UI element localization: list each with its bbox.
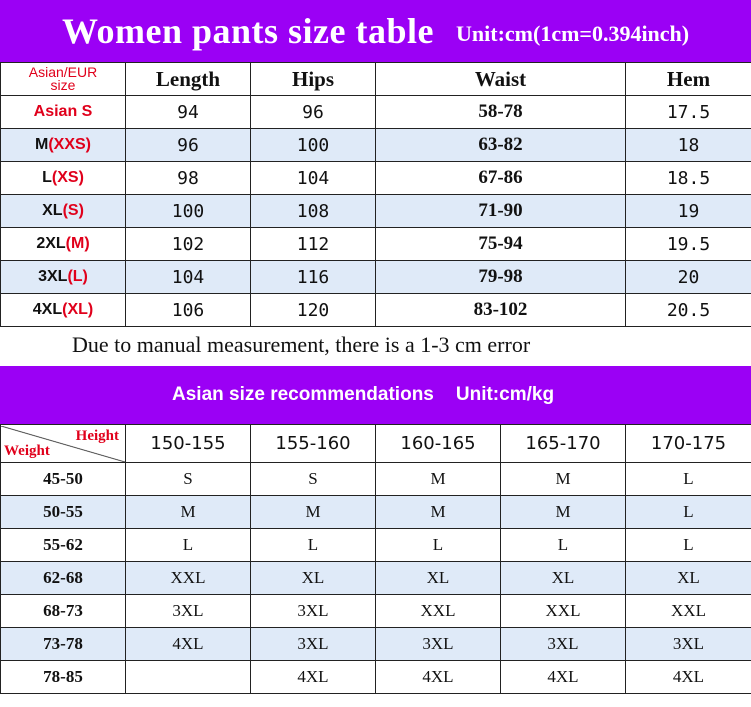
- diagonal-corner: [1, 426, 125, 462]
- size-cell: [1, 96, 126, 129]
- size-value: XXL: [626, 595, 751, 628]
- length-cell: 104: [126, 261, 251, 294]
- table-row: [1, 562, 751, 595]
- waist-cell: 58-78: [376, 96, 626, 129]
- size-value: M: [376, 463, 501, 496]
- weight-cell: 55-62: [1, 529, 126, 562]
- weight-cell: 68-73: [1, 595, 126, 628]
- asian-size: L: [42, 169, 52, 186]
- size-corner-cell: [1, 63, 126, 96]
- size-value: XL: [501, 562, 626, 595]
- height-weight-corner: [1, 425, 126, 463]
- size-value: M: [251, 496, 376, 529]
- asian-size: Asian S: [33, 103, 93, 120]
- hips-cell: 108: [251, 195, 376, 228]
- size-value: XXL: [501, 595, 626, 628]
- hips-cell: 104: [251, 162, 376, 195]
- hem-cell: 17.5: [626, 96, 751, 129]
- measurement-note: Due to manual measurement, there is a 1-3 cm error: [72, 332, 531, 357]
- size-cell: [1, 228, 126, 261]
- size-value: 4XL: [126, 628, 251, 661]
- size-value: 3XL: [501, 628, 626, 661]
- asian-size: 2XL: [36, 235, 66, 252]
- hem-cell: 18.5: [626, 162, 751, 195]
- size-value: 4XL: [626, 661, 751, 694]
- asian-size: 3XL: [38, 268, 68, 285]
- size-value: L: [126, 529, 251, 562]
- table-row: [1, 195, 751, 228]
- weight-label: Weight: [4, 442, 50, 459]
- table-row: [1, 529, 751, 562]
- table-row: [1, 96, 751, 129]
- length-cell: 100: [126, 195, 251, 228]
- size-value: L: [251, 529, 376, 562]
- size-value: 3XL: [251, 595, 376, 628]
- waist-cell: 63-82: [376, 129, 626, 162]
- size-cell: [1, 294, 126, 327]
- size-table-banner: [0, 0, 751, 62]
- table-row: [1, 294, 751, 327]
- size-value: 4XL: [376, 661, 501, 694]
- size-value: L: [501, 529, 626, 562]
- size-value: M: [501, 463, 626, 496]
- weight-cell: 45-50: [1, 463, 126, 496]
- size-value: XXL: [126, 562, 251, 595]
- size-value: XL: [376, 562, 501, 595]
- recommendation-unit: Unit:cm/kg: [455, 384, 555, 405]
- waist-cell: 75-94: [376, 228, 626, 261]
- size-table-unit: Unit:cm(1cm=0.394inch): [456, 21, 690, 46]
- size-cell: [1, 261, 126, 294]
- height-col-header: 150-155: [126, 425, 251, 463]
- table-row: [1, 129, 751, 162]
- size-value: 3XL: [376, 628, 501, 661]
- height-col-header: 170-175: [626, 425, 751, 463]
- size-table-title: Women pants size table: [62, 11, 435, 51]
- recommendation-banner: [0, 366, 751, 424]
- length-cell: 106: [126, 294, 251, 327]
- size-value: 3XL: [626, 628, 751, 661]
- eur-size: (M): [65, 235, 90, 252]
- size-value: M: [501, 496, 626, 529]
- size-value: XXL: [376, 595, 501, 628]
- size-value: L: [376, 529, 501, 562]
- size-value: XL: [251, 562, 376, 595]
- length-cell: 94: [126, 96, 251, 129]
- hem-cell: 20.5: [626, 294, 751, 327]
- pants-size-table: [0, 62, 751, 327]
- size-value: S: [126, 463, 251, 496]
- eur-size: (XS): [51, 169, 84, 186]
- table-row: [1, 228, 751, 261]
- hem-cell: 19.5: [626, 228, 751, 261]
- size-value: 3XL: [126, 595, 251, 628]
- asian-size: 4XL: [32, 301, 63, 318]
- eur-size: (S): [62, 202, 84, 219]
- waist-cell: 79-98: [376, 261, 626, 294]
- length-cell: 102: [126, 228, 251, 261]
- length-cell: 96: [126, 129, 251, 162]
- weight-cell: 50-55: [1, 496, 126, 529]
- recommendation-header-row: [1, 425, 751, 463]
- asian-size: XL: [42, 202, 63, 219]
- asian-size: M: [35, 136, 49, 153]
- size-value: S: [251, 463, 376, 496]
- hips-cell: 112: [251, 228, 376, 261]
- waist-cell: 83-102: [376, 294, 626, 327]
- height-label: Height: [75, 427, 119, 444]
- size-value: XL: [626, 562, 751, 595]
- table-row: [1, 463, 751, 496]
- table-row: [1, 162, 751, 195]
- hem-cell: 20: [626, 261, 751, 294]
- waist-cell: 71-90: [376, 195, 626, 228]
- header-length: Length: [126, 63, 251, 96]
- height-col-header: 160-165: [376, 425, 501, 463]
- hips-cell: 120: [251, 294, 376, 327]
- size-cell: [1, 129, 126, 162]
- hem-cell: 18: [626, 129, 751, 162]
- eur-size: (XXS): [48, 136, 91, 153]
- size-value: 3XL: [251, 628, 376, 661]
- height-col-header: 165-170: [501, 425, 626, 463]
- size-value: L: [626, 496, 751, 529]
- table-row: [1, 496, 751, 529]
- weight-cell: 62-68: [1, 562, 126, 595]
- recommendation-title: Asian size recommendations: [172, 384, 434, 405]
- table-row: [1, 661, 751, 694]
- header-waist: Waist: [376, 63, 626, 96]
- weight-cell: 73-78: [1, 628, 126, 661]
- hips-cell: 116: [251, 261, 376, 294]
- size-value: M: [126, 496, 251, 529]
- size-value: [126, 661, 251, 694]
- hips-cell: 100: [251, 129, 376, 162]
- size-value: L: [626, 463, 751, 496]
- size-corner-label: Asian/EUR size: [28, 64, 98, 93]
- size-table-header-row: [1, 63, 751, 96]
- size-value: L: [626, 529, 751, 562]
- size-cell: [1, 162, 126, 195]
- table-row: [1, 261, 751, 294]
- eur-size: (L): [67, 268, 88, 285]
- length-cell: 98: [126, 162, 251, 195]
- eur-size: (XL): [62, 301, 94, 318]
- size-recommendation-table: [0, 424, 751, 694]
- table-row: [1, 595, 751, 628]
- table-row: [1, 628, 751, 661]
- size-cell: [1, 195, 126, 228]
- hips-cell: 96: [251, 96, 376, 129]
- size-value: M: [376, 496, 501, 529]
- header-hips: Hips: [251, 63, 376, 96]
- size-value: 4XL: [501, 661, 626, 694]
- header-hem: Hem: [626, 63, 751, 96]
- height-col-header: 155-160: [251, 425, 376, 463]
- weight-cell: 78-85: [1, 661, 126, 694]
- size-value: 4XL: [251, 661, 376, 694]
- hem-cell: 19: [626, 195, 751, 228]
- waist-cell: 67-86: [376, 162, 626, 195]
